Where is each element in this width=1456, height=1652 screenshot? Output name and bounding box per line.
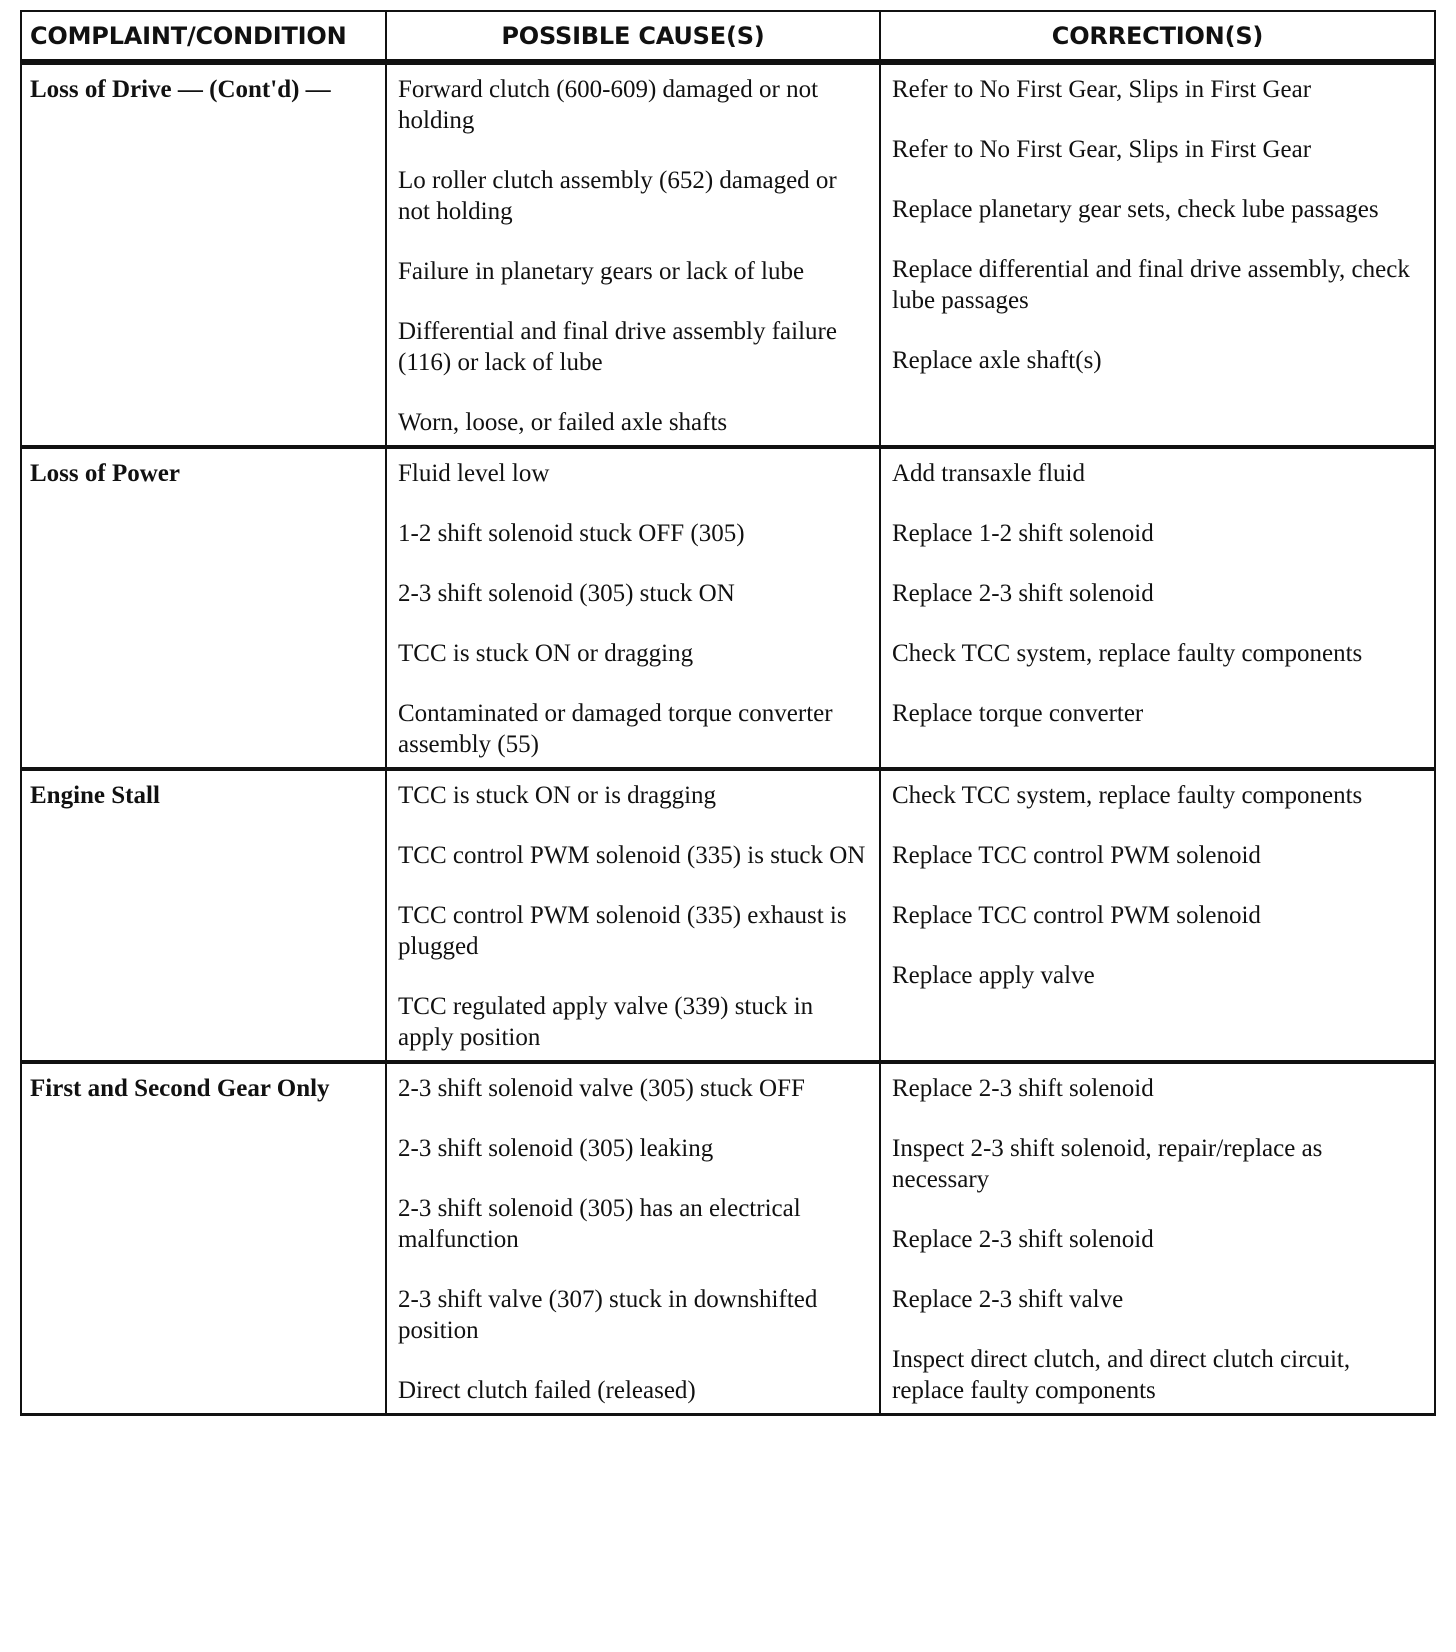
correction-text: Refer to No First Gear, Slips in First Gear — [892, 136, 1312, 163]
correction-text: Replace apply valve — [892, 962, 1095, 989]
cause-text: Forward clutch (600-609) damaged or not holding — [398, 76, 819, 134]
diagnosis-sheet — [20, 10, 1434, 1416]
complaint-cell: First and Second Gear Only — [21, 1062, 386, 1415]
cause-text: TCC is stuck ON or is dragging — [398, 782, 717, 809]
cause-text: Contaminated or damaged torque converter assembly (55) — [398, 700, 833, 758]
header-cause: POSSIBLE CAUSE(S) — [386, 11, 880, 62]
header-complaint: COMPLAINT/CONDITION — [21, 11, 386, 62]
correction-text: Replace planetary gear sets, check lube passages — [892, 196, 1379, 223]
correction-text: Replace TCC control PWM solenoid — [892, 842, 1261, 869]
cause-text: Fluid level low — [398, 460, 550, 487]
cause-text: TCC regulated apply valve (339) stuck in apply position — [398, 993, 814, 1051]
correction-text: Replace TCC control PWM solenoid — [892, 902, 1261, 929]
table-row — [21, 62, 1435, 447]
header-row — [21, 11, 1435, 62]
correction-cell — [880, 62, 1435, 447]
correction-cell — [880, 447, 1435, 769]
diagnosis-table — [20, 10, 1436, 1416]
correction-text: Inspect 2-3 shift solenoid, repair/replace as necessary — [892, 1135, 1323, 1193]
complaint-cell: Engine Stall — [21, 769, 386, 1062]
correction-text: Replace 2-3 shift valve — [892, 1286, 1124, 1313]
correction-text: Inspect direct clutch, and direct clutch circuit, replace faulty components — [892, 1346, 1351, 1404]
cause-text: 2-3 shift solenoid (305) has an electrical malfunction — [398, 1195, 801, 1253]
cause-text: TCC control PWM solenoid (335) is stuck ON — [398, 842, 866, 869]
correction-text: Check TCC system, replace faulty components — [892, 782, 1363, 809]
cause-cell — [386, 769, 880, 1062]
cause-text: Failure in planetary gears or lack of lube — [398, 258, 805, 285]
cause-text: 2-3 shift solenoid (305) stuck ON — [398, 580, 735, 607]
correction-text: Replace 2-3 shift solenoid — [892, 580, 1154, 607]
correction-text: Replace 2-3 shift solenoid — [892, 1226, 1154, 1253]
cause-text: 2-3 shift solenoid (305) leaking — [398, 1135, 714, 1162]
correction-cell — [880, 769, 1435, 1062]
correction-cell — [880, 1062, 1435, 1415]
table-row — [21, 769, 1435, 1062]
cause-text: Worn, loose, or failed axle shafts — [398, 409, 728, 436]
group-loss-of-power — [21, 447, 1435, 769]
correction-text: Replace 2-3 shift solenoid — [892, 1075, 1154, 1102]
correction-text: Check TCC system, replace faulty components — [892, 640, 1363, 667]
cause-text: TCC control PWM solenoid (335) exhaust is plugged — [398, 902, 847, 960]
cause-text: 2-3 shift solenoid valve (305) stuck OFF — [398, 1075, 805, 1102]
cause-text: 2-3 shift valve (307) stuck in downshifted position — [398, 1286, 818, 1344]
cause-text: TCC is stuck ON or dragging — [398, 640, 694, 667]
complaint-cell: Loss of Drive — (Cont'd) — — [21, 62, 386, 447]
cause-text: 1-2 shift solenoid stuck OFF (305) — [398, 520, 745, 547]
group-loss-of-drive — [21, 62, 1435, 447]
correction-text: Replace differential and final drive assembly, check lube passages — [892, 256, 1410, 314]
table-row — [21, 1062, 1435, 1415]
cause-cell — [386, 1062, 880, 1415]
correction-text: Replace 1-2 shift solenoid — [892, 520, 1154, 547]
header-correction: CORRECTION(S) — [880, 11, 1435, 62]
correction-text: Add transaxle fluid — [892, 460, 1086, 487]
cause-text: Differential and final drive assembly failure (116) or lack of lube — [398, 318, 837, 376]
cause-text: Direct clutch failed (released) — [398, 1377, 696, 1404]
cause-cell — [386, 62, 880, 447]
correction-text: Replace axle shaft(s) — [892, 347, 1102, 374]
table-header — [21, 11, 1435, 62]
group-first-second-gear-only — [21, 1062, 1435, 1415]
table-row — [21, 447, 1435, 769]
complaint-cell: Loss of Power — [21, 447, 386, 769]
cause-text: Lo roller clutch assembly (652) damaged or not holding — [398, 167, 837, 225]
correction-text: Refer to No First Gear, Slips in First Gear — [892, 76, 1312, 103]
correction-text: Replace torque converter — [892, 700, 1144, 727]
group-engine-stall — [21, 769, 1435, 1062]
cause-cell — [386, 447, 880, 769]
